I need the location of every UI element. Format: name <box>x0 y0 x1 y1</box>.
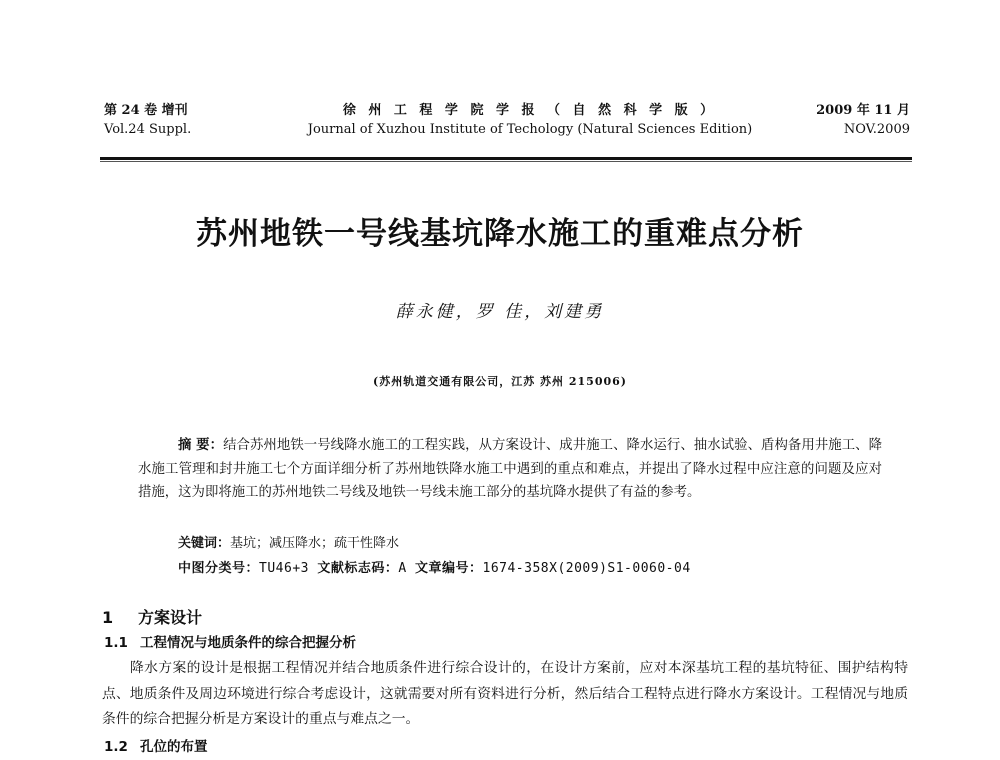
subsection-number: 1.2 <box>104 739 128 755</box>
abstract <box>138 434 882 505</box>
section-title: 方案设计 <box>138 608 203 627</box>
clc-label: 中图分类号： <box>178 561 260 576</box>
volume-cn: 第 24 卷 增刊 <box>104 103 188 118</box>
paper-authors: 薛永健，罗 佳，刘建勇 <box>395 302 605 322</box>
clc-value: TU46+3 <box>259 561 309 576</box>
classification-line <box>178 557 691 576</box>
doc-code-value: A <box>398 561 407 576</box>
subsection-number: 1.1 <box>104 635 128 651</box>
subsection-heading <box>104 735 208 755</box>
journal-header-center <box>240 101 820 139</box>
doc-code-label: 文献标志码： <box>317 561 399 576</box>
header-rule-thick <box>100 157 912 160</box>
header-rule-thin <box>100 161 912 162</box>
section-heading <box>102 605 202 628</box>
article-id-value: 1674-358X(2009)S1-0060-04 <box>482 561 691 576</box>
article-id-label: 文章编号： <box>414 561 483 576</box>
journal-name-en: Journal of Xuzhou Institute of Techology (Natural Sciences Edition) <box>307 122 753 137</box>
keywords <box>178 532 399 551</box>
volume-en: Vol.24 Suppl. <box>104 122 192 137</box>
abstract-text: 结合苏州地铁一号线降水施工的工程实践，从方案设计、成井施工、降水运行、抽水试验、盾构备用井施工、降水施工管理和封井施工七个方面详细分析了苏州地铁降水施工中遇到的重点和难点，并提出了降水过程中应注意的问题及应对措施，这为即将施工的苏州地铁二号线及地铁一号线未施工部分的基坑降水提供了有益的参考。 <box>138 438 882 500</box>
date-en: NOV.2009 <box>843 122 910 137</box>
keywords-text: 基坑；减压降水；疏干性降水 <box>230 536 400 551</box>
subsection-title: 工程情况与地质条件的综合把握分析 <box>140 635 356 651</box>
author-affiliation: (苏州轨道交通有限公司，江苏 苏州 215006) <box>373 375 627 388</box>
journal-header-left <box>104 101 191 139</box>
body-paragraph: 降水方案的设计是根据工程情况并结合地质条件进行综合设计的，在设计方案前，应对本深基坑工程的基坑特征、围护结构特点、地质条件及周边环境进行综合考虑设计，这就需要对所有资料进行分析，然后结合工程特点进行降水方案设计。工程情况与地质条件的综合把握分析是方案设计的重点与难点之一。 <box>102 660 908 727</box>
date-cn: 2009 年 11 月 <box>816 103 910 118</box>
paper-title: 苏州地铁一号线基坑降水施工的重难点分析 <box>196 216 804 252</box>
subsection-heading <box>104 631 356 651</box>
journal-name-cn: 徐 州 工 程 学 院 学 报 （ 自 然 科 学 版 ） <box>342 103 718 118</box>
section-number: 1 <box>102 608 114 627</box>
keywords-label: 关键词： <box>178 536 231 551</box>
abstract-label: 摘 要： <box>178 438 224 453</box>
journal-header-right <box>770 101 910 139</box>
subsection-title: 孔位的布置 <box>140 739 208 755</box>
